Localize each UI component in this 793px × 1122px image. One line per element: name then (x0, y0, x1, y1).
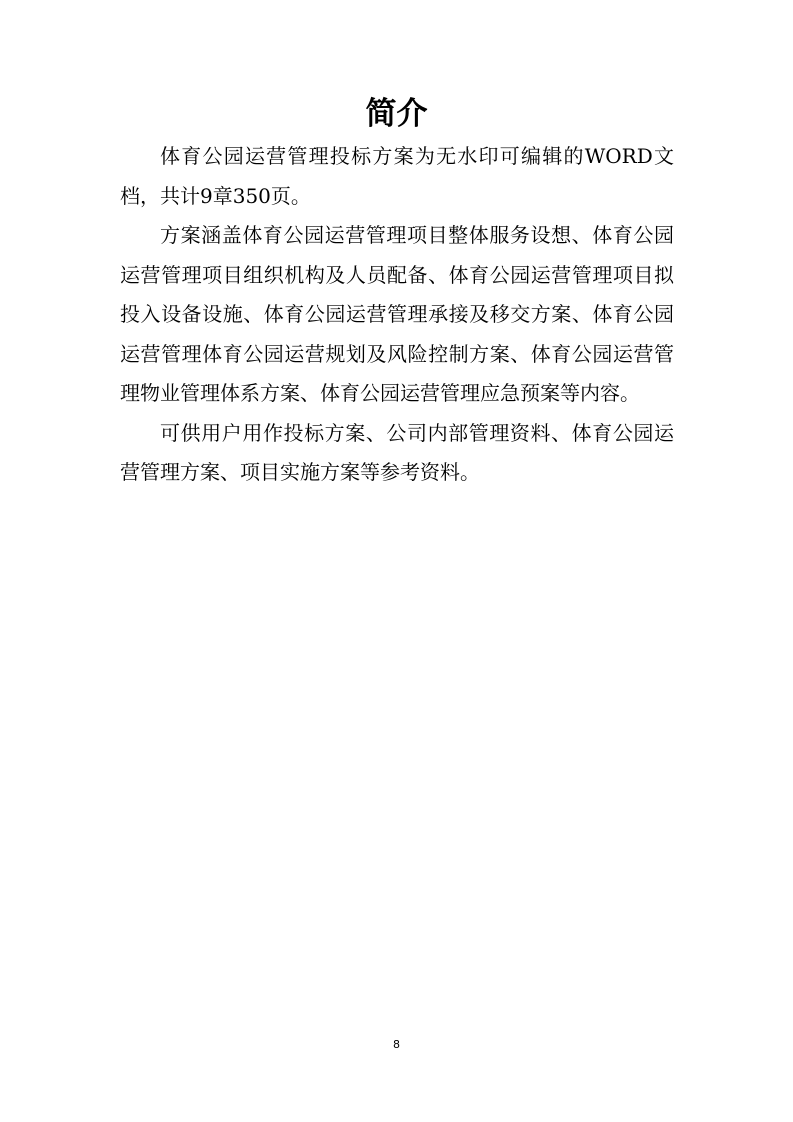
paragraph-summary: 体育公园运营管理投标方案为无水印可编辑的WORD文档，共计9章350页。 (120, 144, 674, 208)
body-text (120, 137, 674, 493)
paragraph-contents: 方案涵盖体育公园运营管理项目整体服务设想、体育公园运营管理项目组织机构及人员配备、体育公园运营管理项目拟投入设备设施、体育公园运营管理承接及移交方案、体育公园运营管理体育公园运营规划及风险控制方案、体育公园运营管理物业管理体系方案、体育公园运营管理应急预案等内容。 (120, 223, 674, 405)
page-number: 8 (393, 1038, 400, 1051)
page-title: 简介 (365, 96, 428, 132)
paragraph-usage: 可供用户用作投标方案、公司内部管理资料、体育公园运营管理方案、项目实施方案等参考资料。 (120, 420, 674, 484)
